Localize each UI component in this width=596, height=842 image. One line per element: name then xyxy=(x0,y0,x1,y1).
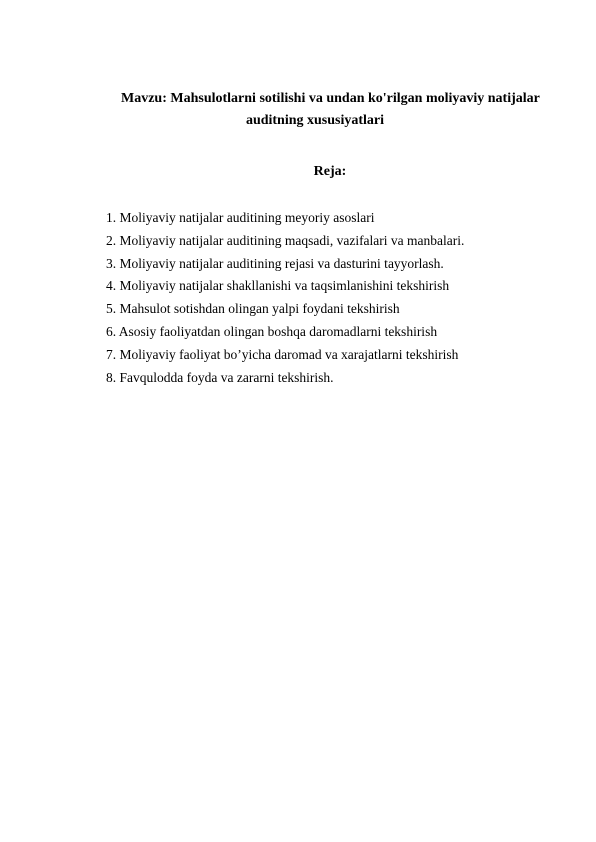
plan-item-7: 7. Moliyaviy faoliyat bo’yicha daromad va xarajatlarni tekshirish xyxy=(106,346,459,362)
plan-list xyxy=(106,207,464,389)
plan-item-3: 3. Moliyaviy natijalar auditining rejasi va dasturini tayyorlash. xyxy=(106,255,444,271)
plan-item-2: 2. Moliyaviy natijalar auditining maqsadi, vazifalari va manbalari. xyxy=(106,232,465,248)
title-line-2: auditning xususiyatlari xyxy=(245,113,385,128)
plan-item-6: 6. Asosiy faoliyatdan olingan boshqa daromadlarni tekshirish xyxy=(106,323,438,339)
plan-item-1: 1. Moliyaviy natijalar auditining meyoriy asoslari xyxy=(106,210,375,225)
title-line-1: Mavzu: Mahsulotlarni sotilishi va undan ko'rilgan moliyaviy natijalar xyxy=(121,91,540,106)
plan-item-5: 5. Mahsulot sotishdan olingan yalpi foydani tekshirish xyxy=(106,301,400,317)
plan-heading: Reja: xyxy=(313,164,347,179)
plan-item-8: 8. Favqulodda foyda va zararni tekshirish. xyxy=(106,369,334,385)
plan-item-4: 4. Moliyaviy natijalar shakllanishi va taqsimlanishini tekshirish xyxy=(106,278,450,294)
